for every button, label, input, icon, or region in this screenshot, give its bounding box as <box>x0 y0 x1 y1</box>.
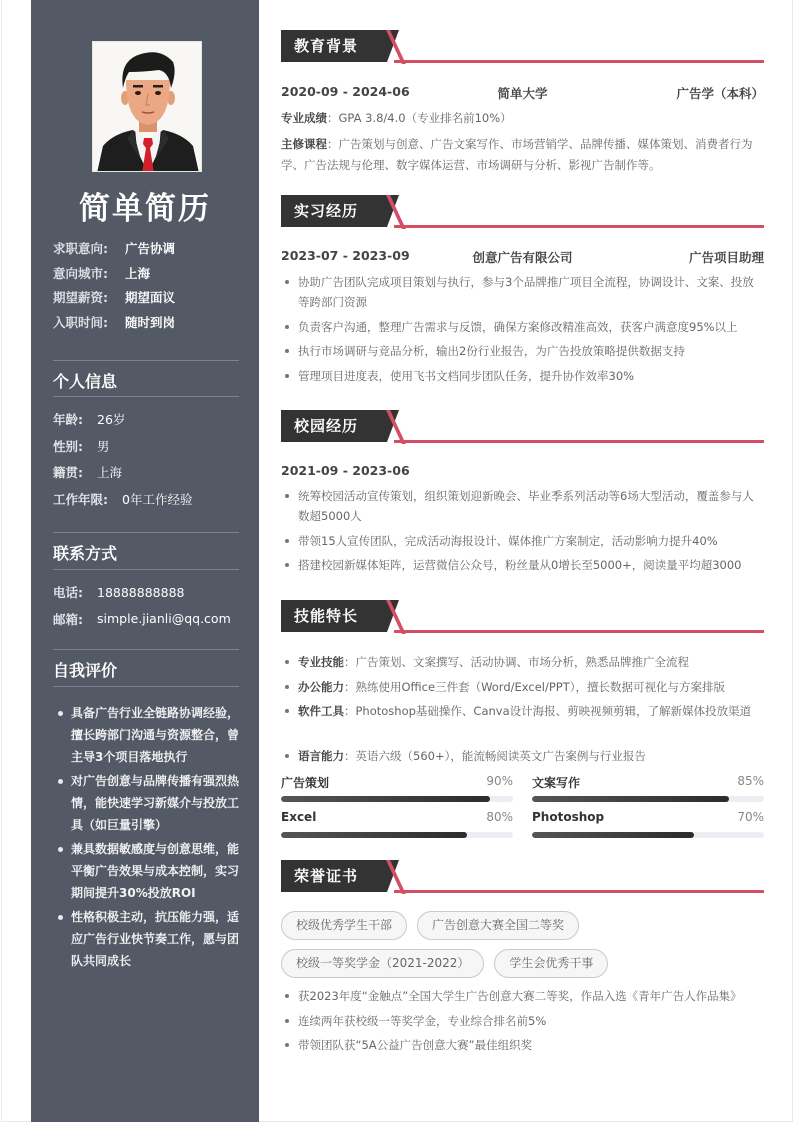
info-row <box>53 433 243 460</box>
campus-item: 搭建校园新媒体矩阵，运营微信公众号，粉丝量从0增长至5000+，阅读量平均超3000 <box>281 555 764 575</box>
skill-bar <box>281 810 513 838</box>
personal-info-list <box>53 406 243 512</box>
contact-list <box>53 579 243 632</box>
skill-label: 办公能力 <box>298 679 344 694</box>
skill-label: 专业技能 <box>298 655 344 669</box>
avatar-photo <box>92 41 202 172</box>
skill-bars <box>281 774 764 838</box>
skill-item <box>281 677 764 697</box>
education-gpa <box>281 108 764 129</box>
intent-value: 随时到岗 <box>125 314 176 330</box>
accent-line <box>394 225 764 228</box>
accent-line <box>394 890 764 893</box>
info-key: 性别: <box>53 438 83 454</box>
skills-list <box>281 652 764 726</box>
education-major: 广告学（本科） <box>676 86 764 101</box>
honor-item: 获2023年度“金触点”全国大学生广告创意大赛二等奖，作品入选《青年广告人作品集》 <box>281 986 764 1006</box>
language-text: ：英语六级（560+），能流畅阅读英文广告案例与行业报告 <box>344 749 646 763</box>
intent-row <box>53 310 243 335</box>
internship-row <box>281 248 764 266</box>
progress-track <box>532 796 764 802</box>
divider <box>53 532 239 533</box>
divider <box>53 396 239 397</box>
info-row <box>53 486 243 513</box>
intent-value: 期望面议 <box>125 290 176 306</box>
internship-item: 协助广告团队完成项目策划与执行，参与3个品牌推广项目全流程，协调设计、文案、投放等跨部门资源 <box>281 272 764 312</box>
intent-row <box>53 261 243 286</box>
campus-item: 统筹校园活动宣传策划，组织策划迎新晚会、毕业季系列活动等6场大型活动，覆盖参与人数超5000人 <box>281 486 764 526</box>
skill-bar-name: 文案写作 <box>532 776 581 790</box>
self-eval-list <box>53 702 243 974</box>
internship-period: 2023-07 - 2023-09 <box>281 248 410 263</box>
gpa-label: 专业成绩 <box>281 111 327 125</box>
info-row <box>53 459 243 486</box>
intent-key: 入职时间: <box>53 314 108 330</box>
skill-bar <box>281 774 513 802</box>
honor-item: 带领团队获“5A公益广告创意大赛”最佳组织奖 <box>281 1035 764 1055</box>
phone-label: 电话: <box>53 585 83 601</box>
education-school: 简单大学 <box>497 86 548 101</box>
info-value: 0年工作经验 <box>122 491 193 507</box>
language-list <box>281 746 764 771</box>
internship-company: 创意广告有限公司 <box>472 250 573 265</box>
campus-row <box>281 463 764 478</box>
progress-fill <box>281 796 490 802</box>
info-value: 男 <box>97 438 110 454</box>
divider <box>53 649 239 650</box>
accent-line <box>394 630 764 633</box>
skill-text: ：广告策划、文案撰写、活动协调、市场分析，熟悉品牌推广全流程 <box>344 655 689 669</box>
courses-label: 主修课程 <box>281 137 327 151</box>
gpa-value: ：GPA 3.8/4.0（专业排名前10%） <box>327 111 512 125</box>
accent-line <box>394 60 764 63</box>
language-label: 语言能力 <box>298 749 344 763</box>
intent-key: 期望薪资: <box>53 290 108 306</box>
phone-row <box>53 579 243 606</box>
skill-bar-percent: 70% <box>737 810 764 824</box>
skill-bar-percent: 90% <box>486 774 513 788</box>
avatar-illustration-icon <box>93 42 202 172</box>
skill-item <box>281 701 764 721</box>
progress-fill <box>532 796 729 802</box>
education-courses <box>281 134 764 176</box>
section-header-honors <box>281 860 764 892</box>
honors-list <box>281 986 764 1060</box>
skill-bar <box>532 774 764 802</box>
honor-tag: 校级优秀学生干部 <box>281 911 407 940</box>
internship-list <box>281 272 764 390</box>
skill-label: 软件工具 <box>298 704 344 718</box>
education-row <box>281 84 764 102</box>
divider <box>53 360 239 361</box>
sidebar <box>31 0 259 1122</box>
self-eval-item: 具备广告行业全链路协调经验，擅长跨部门沟通与资源整合，曾主导3个项目落地执行 <box>53 702 243 768</box>
honor-tags <box>281 911 764 978</box>
info-row <box>53 406 243 433</box>
skill-bar <box>532 810 764 838</box>
personal-info-heading: 个人信息 <box>53 372 118 391</box>
campus-item: 带领15人宣传团队，完成活动海报设计、媒体推广方案制定，活动影响力提升40% <box>281 531 764 551</box>
section-title: 校园经历 <box>281 410 387 442</box>
courses-value: ：广告策划与创意、广告文案写作、市场营销学、品牌传播、媒体策划、消费者行为学、广告法规与伦理、数字媒体运营、市场调研与分析、影视广告制作等。 <box>281 137 753 172</box>
phone-value[interactable]: 18888888888 <box>97 584 185 600</box>
info-key: 籍贯: <box>53 465 83 481</box>
internship-item: 管理项目进度表，使用飞书文档同步团队任务，提升协作效率30% <box>281 366 764 386</box>
language-item <box>281 746 764 766</box>
progress-track <box>281 832 513 838</box>
section-title: 技能特长 <box>281 600 387 632</box>
intent-value: 上海 <box>125 265 151 281</box>
job-intent-list <box>53 236 243 334</box>
section-header-internship <box>281 195 764 227</box>
self-eval-item: 对广告创意与品牌传播有强烈热情，能快速学习新媒介与投放工具（如巨量引擎） <box>53 770 243 836</box>
info-value: 上海 <box>97 465 123 481</box>
skill-bar-name: 广告策划 <box>281 776 330 790</box>
intent-key: 求职意向: <box>53 241 108 257</box>
intent-row <box>53 236 243 261</box>
honor-item: 连续两年获校级一等奖学金，专业综合排名前5% <box>281 1011 764 1031</box>
skill-bar-percent: 85% <box>737 774 764 788</box>
education-period: 2020-09 - 2024-06 <box>281 84 410 99</box>
section-title: 荣誉证书 <box>281 860 387 892</box>
skill-bar-name: Excel <box>281 810 317 824</box>
self-eval-heading: 自我评价 <box>53 661 118 680</box>
contact-heading: 联系方式 <box>53 544 118 563</box>
accent-line <box>394 440 764 443</box>
skill-item <box>281 652 764 672</box>
self-eval-item: 性格积极主动，抗压能力强，适应广告行业快节奏工作，愿与团队共同成长 <box>53 906 243 972</box>
section-header-campus <box>281 410 764 442</box>
skill-bar-percent: 80% <box>486 810 513 824</box>
divider <box>53 569 239 570</box>
internship-role: 广告项目助理 <box>688 250 764 265</box>
intent-value: 广告协调 <box>125 241 176 257</box>
skill-text: ：Photoshop基础操作、Canva设计海报、剪映视频剪辑，了解新媒体投放渠道 <box>344 704 752 718</box>
campus-list <box>281 486 764 580</box>
section-title: 教育背景 <box>281 30 387 62</box>
internship-item: 负责客户沟通，整理广告需求与反馈，确保方案修改精准高效，获客户满意度95%以上 <box>281 317 764 337</box>
intent-key: 意向城市: <box>53 265 108 281</box>
campus-period: 2021-09 - 2023-06 <box>281 463 410 478</box>
progress-track <box>281 796 513 802</box>
honor-tag: 广告创意大赛全国二等奖 <box>417 911 579 940</box>
honor-tag: 校级一等奖学金（2021-2022） <box>281 949 484 978</box>
internship-item: 执行市场调研与竞品分析，输出2份行业报告，为广告投放策略提供数据支持 <box>281 341 764 361</box>
info-value: 26岁 <box>97 412 126 428</box>
section-header-education <box>281 30 764 62</box>
resume-title: 简单简历 <box>79 191 211 227</box>
email-label: 邮箱: <box>53 611 83 627</box>
self-eval-item: 兼具数据敏感度与创意思维，能平衡广告效果与成本控制，实习期间提升30%投放ROI <box>53 838 243 904</box>
info-key: 年龄: <box>53 412 83 428</box>
progress-fill <box>532 832 694 838</box>
intent-row <box>53 285 243 310</box>
skill-text: ：熟练使用Office三件套（Word/Excel/PPT），擅长数据可视化与方案排版 <box>344 679 725 694</box>
progress-track <box>532 832 764 838</box>
email-value[interactable]: simple.jianli@qq.com <box>97 611 231 627</box>
skill-bar-name: Photoshop <box>532 810 605 824</box>
divider <box>53 686 239 687</box>
section-title: 实习经历 <box>281 195 387 227</box>
progress-fill <box>281 832 467 838</box>
info-key: 工作年限: <box>53 491 108 507</box>
section-header-skills <box>281 600 764 632</box>
email-row <box>53 606 243 633</box>
honor-tag: 学生会优秀干事 <box>494 949 608 978</box>
